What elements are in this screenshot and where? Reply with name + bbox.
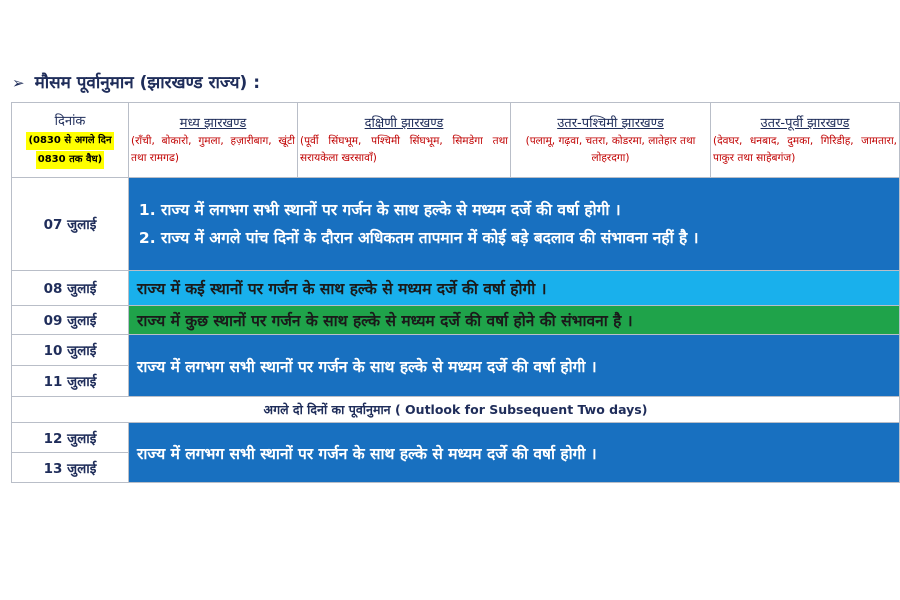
- forecast-table: [11, 102, 900, 483]
- outlook-row: [12, 397, 900, 423]
- list-item: 1. राज्य में लगभग सभी स्थानों पर गर्जन के साथ हल्के से मध्यम दर्जे की वर्षा होगी ।: [161, 196, 899, 224]
- row-date: 09 जुलाई: [12, 306, 129, 335]
- header-row: [12, 103, 900, 178]
- forecast-cell: राज्य में कुछ स्थानों पर गर्जन के साथ हल्के से मध्यम दर्जे की वर्षा होने की संभावना है ।: [129, 306, 900, 335]
- row-date: 08 जुलाई: [12, 271, 129, 306]
- forecast-cell: राज्य में कई स्थानों पर गर्जन के साथ हल्के से मध्यम दर्जे की वर्षा होगी ।: [129, 271, 900, 306]
- list-item: 2. राज्य में अगले पांच दिनों के दौरान अधिकतम तापमान में कोई बड़े बदलाव की संभावना नहीं है ।: [161, 224, 899, 252]
- arrow-bullet-icon: ➢: [12, 74, 25, 92]
- region-name: उतर-पूर्वी झारखण्ड: [760, 116, 850, 131]
- forecast-cell: राज्य में लगभग सभी स्थानों पर गर्जन के साथ हल्के से मध्यम दर्जे की वर्षा होगी ।: [129, 423, 900, 483]
- date-header-label: दिनांक: [54, 114, 86, 129]
- table-row: [12, 335, 900, 366]
- region-name: मध्य झारखण्ड: [179, 116, 247, 131]
- row-date: 07 जुलाई: [12, 178, 129, 271]
- table-row: [12, 423, 900, 453]
- outlook-label: अगले दो दिनों का पूर्वानुमान ( Outlook for Subsequent Two days): [12, 397, 900, 423]
- region-districts: (राँची, बोकारो, गुमला, हज़ारीबाग, खूंटी तथा रामगढ): [131, 135, 295, 164]
- forecast-cell: [129, 178, 900, 271]
- forecast-cell: राज्य में लगभग सभी स्थानों पर गर्जन के साथ हल्के से मध्यम दर्जे की वर्षा होगी ।: [129, 335, 900, 397]
- date-header-cell: [12, 103, 129, 178]
- region-districts: (पलामू, गढ़वा, चतरा, कोडरमा, लातेहार तथा लोहरदगा): [525, 135, 696, 164]
- region-header-south: [298, 103, 511, 178]
- validity-note-line2: 0830 तक वैध): [36, 151, 104, 169]
- region-header-north-east: [711, 103, 900, 178]
- table-row: [12, 271, 900, 306]
- row-date: 11 जुलाई: [12, 366, 129, 397]
- region-districts: (पूर्वी सिंघभूम, पश्चिमी सिंघभूम, सिमडेगा तथा सरायकेला खरसावाँ): [300, 135, 508, 164]
- table-row: [12, 178, 900, 271]
- row-date: 10 जुलाई: [12, 335, 129, 366]
- region-header-central: [129, 103, 298, 178]
- page-title-text: मौसम पूर्वानुमान (झारखण्ड राज्य) :: [34, 73, 260, 93]
- validity-note-line1: (0830 से अगले दिन: [26, 132, 113, 150]
- row-date: 13 जुलाई: [12, 453, 129, 483]
- table-row: [12, 306, 900, 335]
- region-name: उतर-पश्चिमी झारखण्ड: [557, 116, 664, 131]
- forecast-list: [137, 196, 899, 252]
- region-districts: (देवघर, धनबाद, दुमका, गिरिडीह, जामतारा, पाकुर तथा साहेबगंज): [713, 135, 897, 164]
- page-title: [12, 70, 260, 93]
- row-date: 12 जुलाई: [12, 423, 129, 453]
- region-name: दक्षिणी झारखण्ड: [364, 116, 444, 131]
- region-header-north-west: [511, 103, 711, 178]
